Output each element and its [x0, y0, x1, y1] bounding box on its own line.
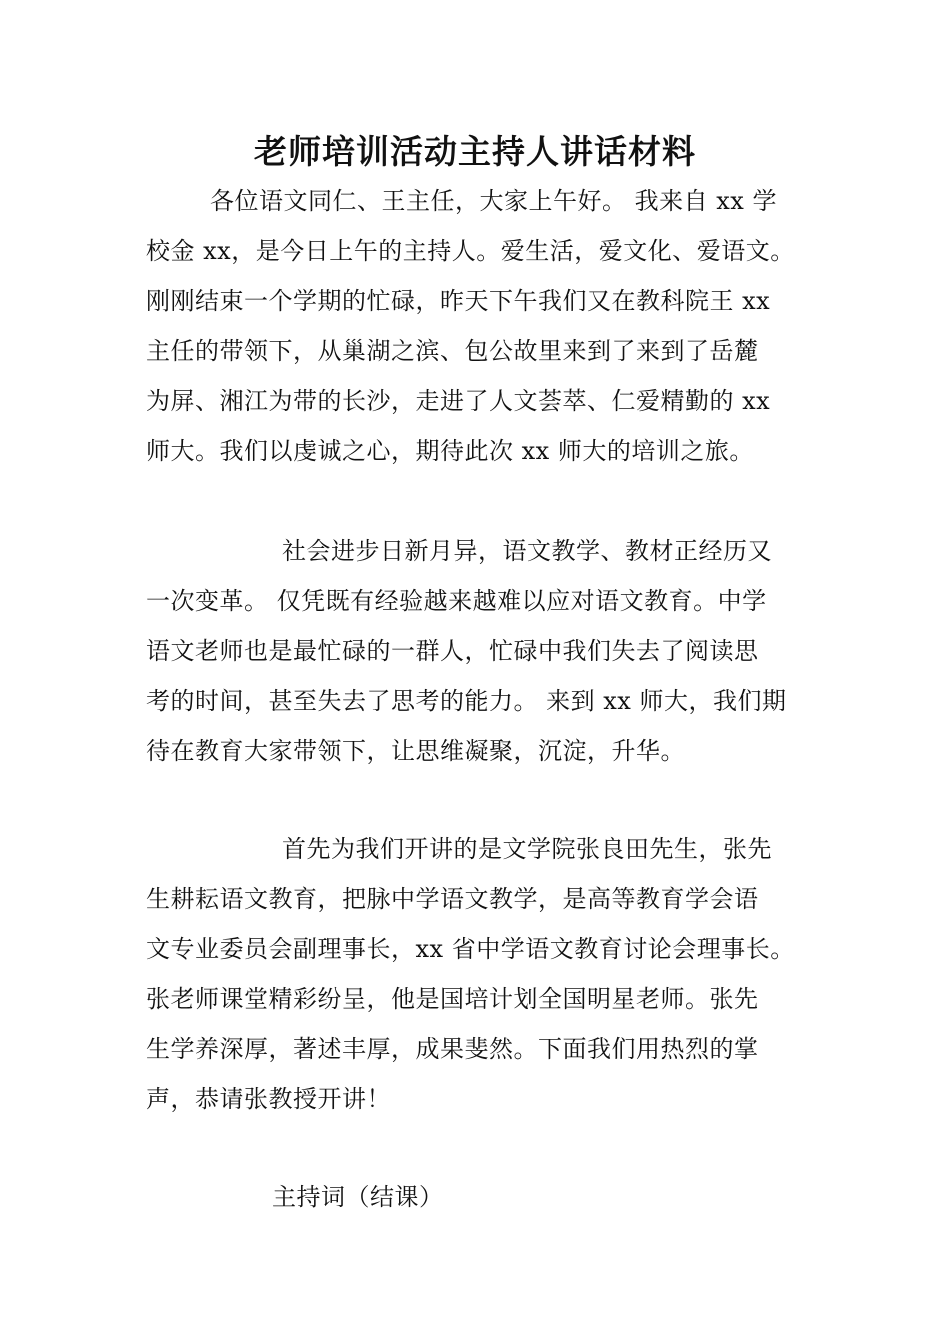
paragraph-3-line-2: 生耕耘语文教育，把脉中学语文教学，是高等教育学会语 [146, 885, 759, 913]
paragraph-1-line-3: 刚刚结束一个学期的忙碌，昨天下午我们又在教科院王 xx [146, 287, 771, 315]
paragraph-2-line-3: 语文老师也是最忙碌的一群人，忙碌中我们失去了阅读思 [146, 637, 759, 665]
paragraph-3-line-1: 首先为我们开讲的是文学院张良田先生，张先 [282, 835, 772, 863]
paragraph-1-line-2: 校金 xx，是今日上午的主持人。爱生活，爱文化、爱语文。 [146, 237, 795, 265]
paragraph-2-line-2: 一次变革。 仅凭既有经验越来越难以应对语文教育。中学 [146, 587, 767, 615]
paragraph-2-line-5: 待在教育大家带领下，让思维凝聚，沉淀，升华。 [146, 737, 685, 765]
paragraph-1-line-5: 为屏、湘江为带的长沙，走进了人文荟萃、仁爱精勤的 xx [146, 387, 771, 415]
paragraph-1-line-6: 师大。我们以虔诚之心，期待此次 xx 师大的培训之旅。 [146, 437, 754, 465]
paragraph-3-line-3: 文专业委员会副理事长，xx 省中学语文教育讨论会理事长。 [146, 935, 795, 963]
section-heading: 主持词（结课） [272, 1183, 444, 1211]
paragraph-1-line-1: 各位语文同仁、王主任，大家上午好。 我来自 xx 学 [210, 187, 777, 215]
paragraph-3-line-5: 生学养深厚，著述丰厚，成果斐然。下面我们用热烈的掌 [146, 1035, 759, 1063]
paragraph-3-line-4: 张老师课堂精彩纷呈，他是国培计划全国明星老师。张先 [146, 985, 759, 1013]
paragraph-2-line-4: 考的时间，甚至失去了思考的能力。 来到 xx 师大，我们期 [146, 687, 787, 715]
paragraph-1-line-4: 主任的带领下，从巢湖之滨、包公故里来到了来到了岳麓 [146, 337, 759, 365]
paragraph-2-line-1: 社会进步日新月异，语文教学、教材正经历又 [282, 537, 772, 565]
paragraph-3-line-6: 声，恭请张教授开讲！ [146, 1085, 391, 1113]
document-title: 老师培训活动主持人讲话材料 [254, 132, 696, 171]
